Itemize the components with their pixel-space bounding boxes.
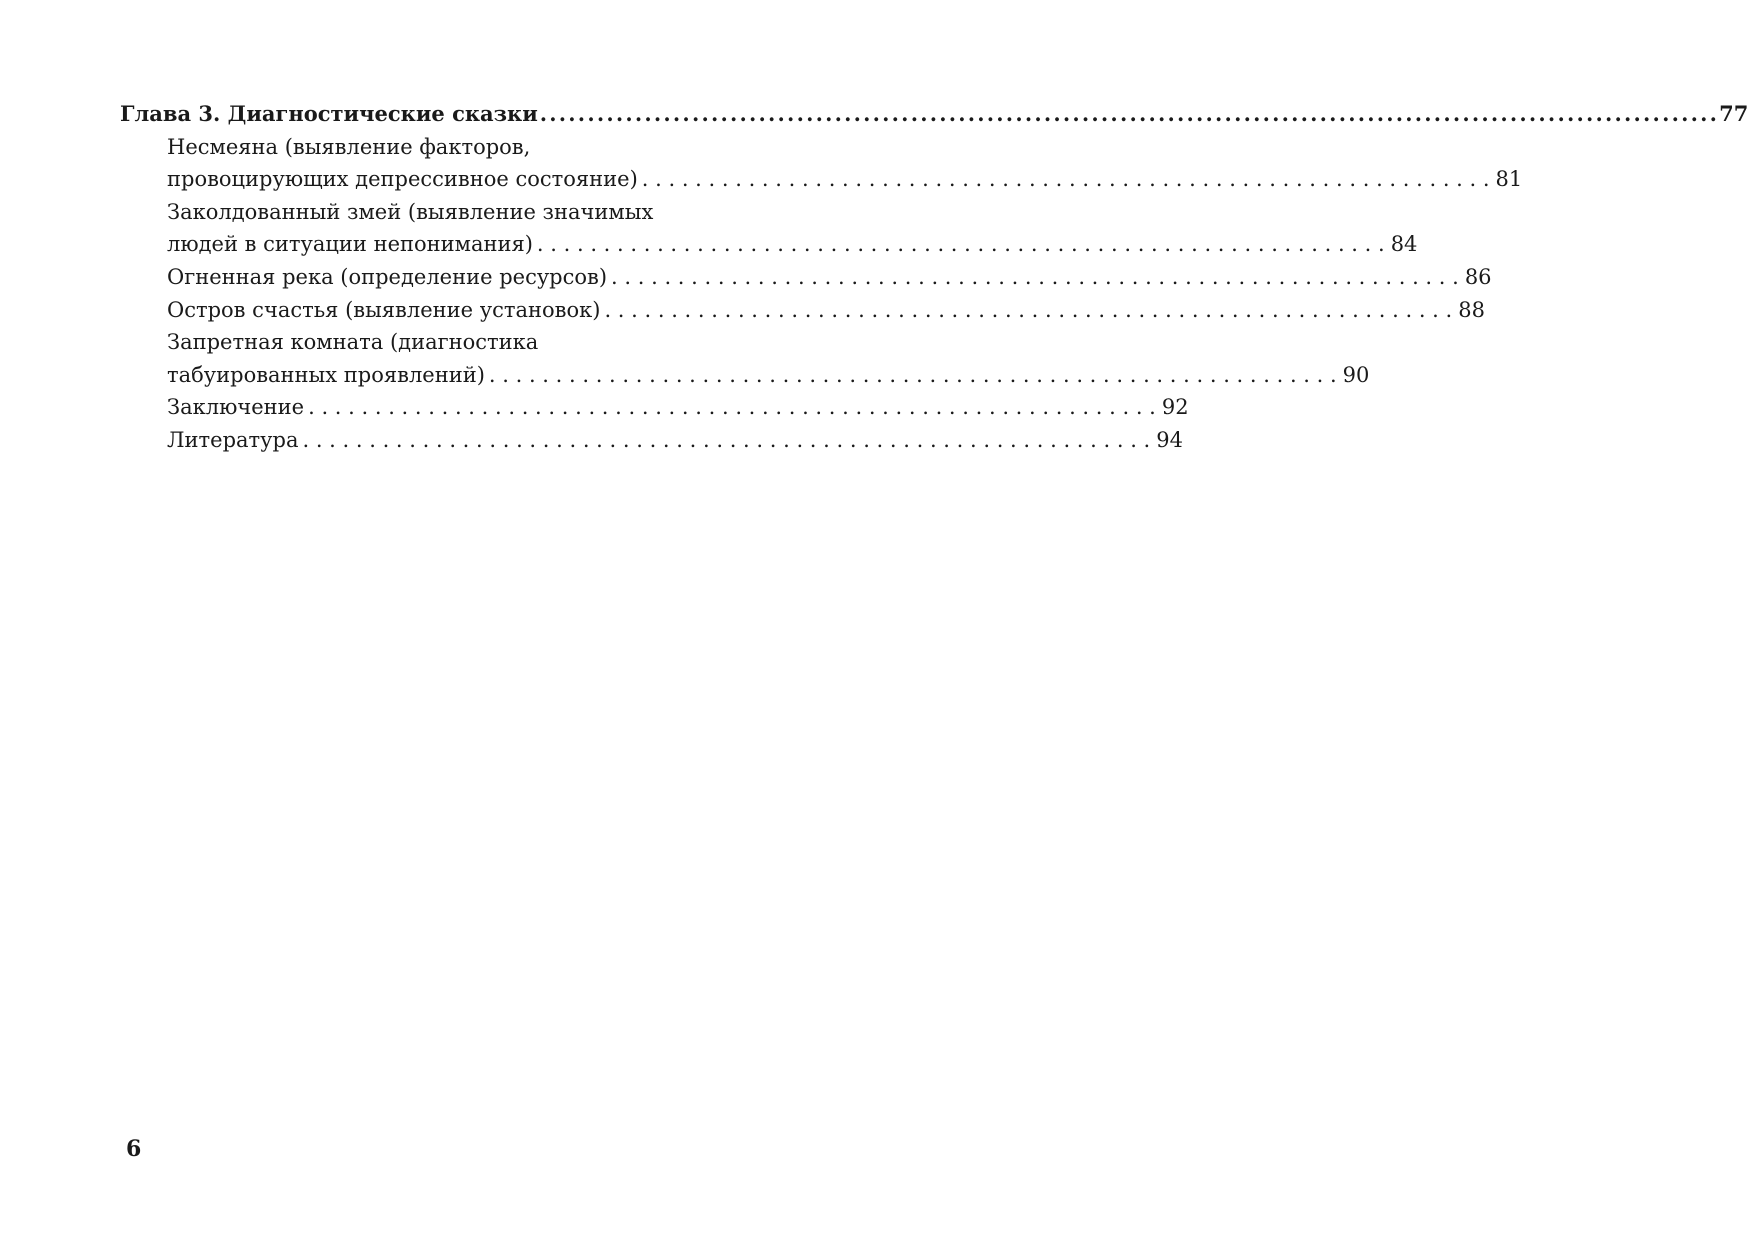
page-folio: 6 [126, 1136, 142, 1162]
toc-entry-title-line: Запретная комната (диагностика [167, 330, 539, 355]
toc-page-number: 94 [1156, 427, 1183, 452]
toc-page-number: 77 [1719, 101, 1748, 126]
toc-entry-continuation [120, 131, 767, 164]
toc-entry-title: провоцирующих депрессивное состояние) [167, 167, 638, 192]
toc-entry-zaklyuchenie[interactable] [120, 391, 1189, 424]
toc-entry-title: людей в ситуации непонимания) [167, 232, 533, 257]
toc-entry-continuation [120, 196, 767, 229]
toc-chapter-3[interactable] [120, 98, 1748, 131]
toc-entry-zakoldovanny-zmey[interactable] [120, 228, 1418, 261]
toc-entry-ostrov-schastya[interactable] [120, 294, 1485, 327]
toc-page-number: 81 [1495, 167, 1523, 192]
toc-entry-continuation [120, 326, 767, 359]
toc-entry-title: Литература [167, 427, 299, 452]
dot-leader [642, 163, 1490, 196]
toc-entry-literatura[interactable] [120, 424, 1183, 457]
dot-leader [540, 98, 1719, 131]
dot-leader [611, 261, 1459, 294]
dot-leader [308, 391, 1156, 424]
toc-chapter-title: Глава 3. Диагностические сказки [120, 101, 538, 126]
toc-entry-zapretnaya-komnata[interactable] [120, 359, 1370, 392]
toc-entry-title: табуированных проявлений) [167, 362, 485, 387]
dot-leader [489, 359, 1337, 392]
toc-entry-title: Заключение [167, 395, 305, 420]
toc-entry-ognennaya-reka[interactable] [120, 261, 1492, 294]
toc-entry-title-line: Несмеяна (выявление факторов, [167, 134, 531, 159]
dot-leader [604, 294, 1452, 327]
table-of-contents [120, 98, 1748, 457]
toc-entry-title: Огненная река (определение ресурсов) [167, 264, 608, 289]
toc-entry-title: Остров счастья (выявление установок) [167, 297, 601, 322]
toc-entry-nesmeyana[interactable] [120, 163, 1523, 196]
dot-leader [537, 228, 1385, 261]
toc-page-number: 84 [1390, 232, 1418, 257]
toc-page-number: 86 [1464, 264, 1492, 289]
toc-entry-title-line: Заколдованный змей (выявление значимых [167, 199, 654, 224]
toc-page-number: 88 [1458, 297, 1485, 322]
toc-page-number: 92 [1161, 395, 1189, 420]
toc-page-number: 90 [1342, 362, 1370, 387]
dot-leader [302, 424, 1150, 457]
